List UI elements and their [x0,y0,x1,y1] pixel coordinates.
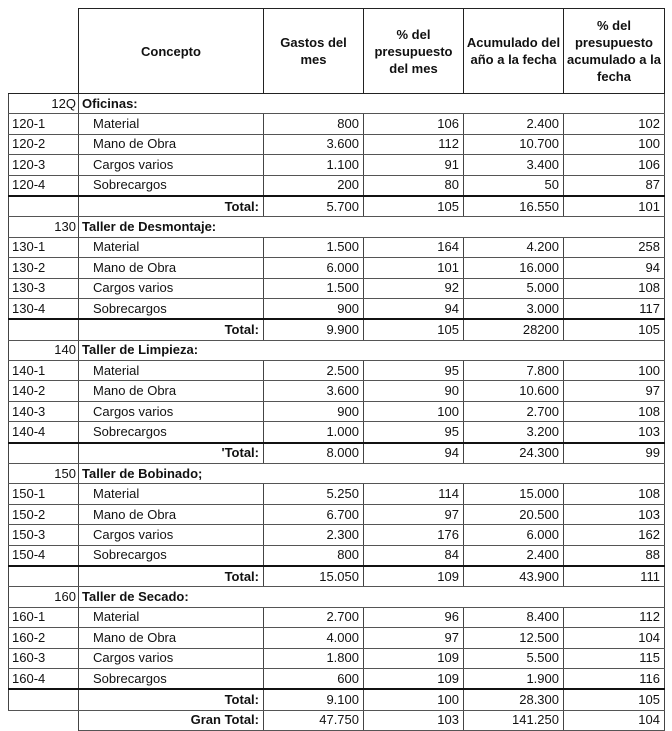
pct-acumulado-value: 162 [564,525,665,545]
pct-mes-value: 100 [364,401,464,421]
concept-label: Sobrecargos [79,298,264,319]
table-row [9,422,665,443]
pct-acumulado-value: 108 [564,401,665,421]
budget-report [8,8,664,731]
acumulado-value: 12.500 [464,628,564,648]
total-pct-acumulado-value: 101 [564,196,665,217]
table-row [9,484,665,504]
pct-acumulado-value: 112 [564,607,665,627]
account-code: 150-4 [9,545,79,566]
acumulado-value: 16.000 [464,258,564,278]
group-code: 150 [9,464,79,484]
total-pct-mes-value: 105 [364,319,464,340]
acumulado-value: 20.500 [464,504,564,524]
group-header-row [9,217,665,237]
total-gastos-value: 9.100 [264,689,364,710]
pct-acumulado-value: 103 [564,422,665,443]
gastos-value: 3.600 [264,134,364,154]
group-total-row [9,196,665,217]
group-header-row [9,94,665,114]
table-row [9,114,665,134]
table-row [9,628,665,648]
budget-table [8,8,665,731]
total-pct-mes-value: 100 [364,689,464,710]
header-pct-presupuesto-mes: % del presupuesto del mes [364,9,464,94]
grand-total-pct-acumulado-value: 104 [564,710,665,730]
pct-acumulado-value: 100 [564,361,665,381]
total-code-blank [9,689,79,710]
acumulado-value: 5.500 [464,648,564,668]
pct-mes-value: 96 [364,607,464,627]
pct-mes-value: 97 [364,504,464,524]
acumulado-value: 5.000 [464,278,564,298]
concept-label: Cargos varios [79,155,264,175]
gastos-value: 1.500 [264,237,364,257]
table-row [9,648,665,668]
account-code: 150-3 [9,525,79,545]
header-concepto: Concepto [79,9,264,94]
total-code-blank [9,319,79,340]
group-header-row [9,587,665,607]
header-blank-cell [9,9,79,94]
account-code: 160-3 [9,648,79,668]
account-code: 140-3 [9,401,79,421]
group-code: 160 [9,587,79,607]
acumulado-value: 15.000 [464,484,564,504]
concept-label: Material [79,607,264,627]
pct-acumulado-value: 104 [564,628,665,648]
pct-acumulado-value: 116 [564,668,665,689]
group-code: 140 [9,340,79,360]
concept-label: Cargos varios [79,525,264,545]
group-header-row [9,340,665,360]
concept-label: Cargos varios [79,278,264,298]
table-row [9,401,665,421]
acumulado-value: 2.400 [464,545,564,566]
grand-total-acumulado-value: 141.250 [464,710,564,730]
group-total-row [9,689,665,710]
gastos-value: 2.500 [264,361,364,381]
concept-label: Mano de Obra [79,258,264,278]
pct-mes-value: 112 [364,134,464,154]
pct-acumulado-value: 87 [564,175,665,196]
table-row [9,668,665,689]
acumulado-value: 3.400 [464,155,564,175]
acumulado-value: 10.700 [464,134,564,154]
table-row [9,258,665,278]
total-label: Total: [79,566,264,587]
concept-label: Sobrecargos [79,422,264,443]
group-code: 130 [9,217,79,237]
pct-acumulado-value: 108 [564,484,665,504]
gastos-value: 2.300 [264,525,364,545]
pct-mes-value: 97 [364,628,464,648]
total-label: 'Total: [79,443,264,464]
table-row [9,134,665,154]
table-row [9,545,665,566]
total-acumulado-value: 43.900 [464,566,564,587]
grand-total-code-blank [9,710,79,730]
total-gastos-value: 15.050 [264,566,364,587]
total-code-blank [9,443,79,464]
gastos-value: 200 [264,175,364,196]
pct-acumulado-value: 88 [564,545,665,566]
acumulado-value: 10.600 [464,381,564,401]
account-code: 130-2 [9,258,79,278]
group-title: Taller de Desmontaje: [79,217,665,237]
acumulado-value: 3.000 [464,298,564,319]
acumulado-value: 1.900 [464,668,564,689]
total-label: Total: [79,689,264,710]
pct-acumulado-value: 94 [564,258,665,278]
concept-label: Sobrecargos [79,545,264,566]
table-row [9,278,665,298]
pct-mes-value: 80 [364,175,464,196]
account-code: 160-4 [9,668,79,689]
account-code: 120-2 [9,134,79,154]
pct-mes-value: 106 [364,114,464,134]
concept-label: Material [79,484,264,504]
pct-mes-value: 101 [364,258,464,278]
table-row [9,175,665,196]
pct-acumulado-value: 102 [564,114,665,134]
gastos-value: 5.250 [264,484,364,504]
total-pct-acumulado-value: 99 [564,443,665,464]
gastos-value: 600 [264,668,364,689]
table-row [9,237,665,257]
gastos-value: 6.000 [264,258,364,278]
pct-acumulado-value: 117 [564,298,665,319]
pct-mes-value: 176 [364,525,464,545]
pct-acumulado-value: 106 [564,155,665,175]
total-pct-acumulado-value: 111 [564,566,665,587]
group-title: Oficinas: [79,94,665,114]
concept-label: Cargos varios [79,401,264,421]
gastos-value: 800 [264,545,364,566]
pct-mes-value: 94 [364,298,464,319]
gastos-value: 1.800 [264,648,364,668]
table-row [9,361,665,381]
header-gastos-del-mes: Gastos del mes [264,9,364,94]
table-row [9,525,665,545]
account-code: 140-4 [9,422,79,443]
total-pct-acumulado-value: 105 [564,319,665,340]
account-code: 160-1 [9,607,79,627]
pct-acumulado-value: 258 [564,237,665,257]
table-row [9,155,665,175]
concept-label: Mano de Obra [79,134,264,154]
total-pct-acumulado-value: 105 [564,689,665,710]
table-body [9,94,665,731]
pct-acumulado-value: 108 [564,278,665,298]
total-pct-mes-value: 109 [364,566,464,587]
gastos-value: 6.700 [264,504,364,524]
table-row [9,607,665,627]
group-header-row [9,464,665,484]
total-gastos-value: 9.900 [264,319,364,340]
acumulado-value: 2.400 [464,114,564,134]
group-total-row [9,319,665,340]
group-title: Taller de Bobinado; [79,464,665,484]
gastos-value: 1.500 [264,278,364,298]
concept-label: Material [79,114,264,134]
gastos-value: 900 [264,401,364,421]
gastos-value: 1.000 [264,422,364,443]
total-gastos-value: 5.700 [264,196,364,217]
account-code: 140-1 [9,361,79,381]
total-pct-mes-value: 94 [364,443,464,464]
total-acumulado-value: 28200 [464,319,564,340]
pct-mes-value: 90 [364,381,464,401]
account-code: 130-3 [9,278,79,298]
pct-mes-value: 109 [364,648,464,668]
grand-total-gastos-value: 47.750 [264,710,364,730]
acumulado-value: 4.200 [464,237,564,257]
group-total-row [9,566,665,587]
group-title: Taller de Limpieza: [79,340,665,360]
pct-mes-value: 84 [364,545,464,566]
account-code: 160-2 [9,628,79,648]
grand-total-label: Gran Total: [79,710,264,730]
account-code: 120-1 [9,114,79,134]
group-title: Taller de Secado: [79,587,665,607]
gastos-value: 4.000 [264,628,364,648]
acumulado-value: 2.700 [464,401,564,421]
total-acumulado-value: 28.300 [464,689,564,710]
concept-label: Cargos varios [79,648,264,668]
gastos-value: 1.100 [264,155,364,175]
pct-mes-value: 91 [364,155,464,175]
group-code: 12Q [9,94,79,114]
pct-mes-value: 114 [364,484,464,504]
gastos-value: 900 [264,298,364,319]
gastos-value: 800 [264,114,364,134]
concept-label: Mano de Obra [79,381,264,401]
gastos-value: 2.700 [264,607,364,627]
pct-acumulado-value: 100 [564,134,665,154]
account-code: 130-1 [9,237,79,257]
group-total-row [9,443,665,464]
account-code: 120-3 [9,155,79,175]
account-code: 140-2 [9,381,79,401]
concept-label: Mano de Obra [79,628,264,648]
concept-label: Sobrecargos [79,175,264,196]
pct-mes-value: 109 [364,668,464,689]
table-header [9,9,665,94]
concept-label: Mano de Obra [79,504,264,524]
total-gastos-value: 8.000 [264,443,364,464]
account-code: 130-4 [9,298,79,319]
pct-acumulado-value: 115 [564,648,665,668]
acumulado-value: 3.200 [464,422,564,443]
acumulado-value: 8.400 [464,607,564,627]
header-acumulado: Acumulado del año a la fecha [464,9,564,94]
pct-acumulado-value: 97 [564,381,665,401]
pct-mes-value: 164 [364,237,464,257]
gastos-value: 3.600 [264,381,364,401]
pct-mes-value: 95 [364,422,464,443]
table-row [9,298,665,319]
total-label: Total: [79,196,264,217]
total-code-blank [9,196,79,217]
total-acumulado-value: 24.300 [464,443,564,464]
account-code: 150-2 [9,504,79,524]
table-row [9,504,665,524]
total-code-blank [9,566,79,587]
pct-mes-value: 92 [364,278,464,298]
concept-label: Sobrecargos [79,668,264,689]
total-label: Total: [79,319,264,340]
header-pct-presupuesto-acumulado: % del presupuesto acumulado a la fecha [564,9,665,94]
account-code: 150-1 [9,484,79,504]
concept-label: Material [79,361,264,381]
concept-label: Material [79,237,264,257]
acumulado-value: 6.000 [464,525,564,545]
acumulado-value: 50 [464,175,564,196]
table-row [9,381,665,401]
acumulado-value: 7.800 [464,361,564,381]
pct-mes-value: 95 [364,361,464,381]
total-pct-mes-value: 105 [364,196,464,217]
grand-total-row [9,710,665,730]
total-acumulado-value: 16.550 [464,196,564,217]
pct-acumulado-value: 103 [564,504,665,524]
account-code: 120-4 [9,175,79,196]
grand-total-pct-mes-value: 103 [364,710,464,730]
